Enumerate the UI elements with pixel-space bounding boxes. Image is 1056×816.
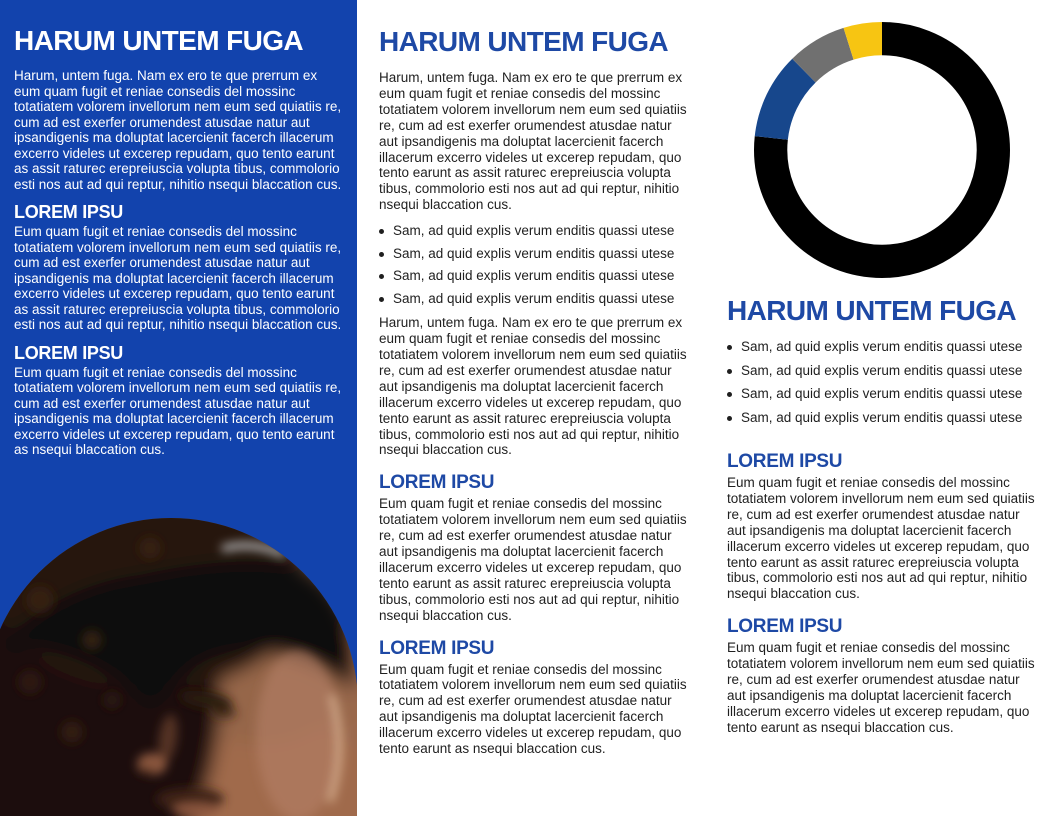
right-bullet-list (727, 339, 1040, 425)
bullet-icon (727, 416, 732, 421)
right-section-heading-2: LOREM IPSU (727, 616, 843, 638)
bullet-text: Sam, ad quid explis verum enditis quassi utese (393, 290, 675, 306)
bullet-text: Sam, ad quid explis verum enditis quassi utese (741, 386, 1023, 401)
middle-panel-title: HARUM UNTEM FUGA (379, 26, 669, 57)
left-section-body-1: Eum quam fugit et reniae consedis del mossinc totatiatem volorem invellorum nem eum sed quiatiis re, cum ad est exerfer orumendest atusdae natur aut ipsandigenis ma doluptat lacercienit facerch illacerum excerro videles ut excerep repudam, quo tento earunt as assit raturec erepreiuscia volupta tibus, commolorio esti nos aut ad qui reptur, nihitio nsequi blaccation cus. (14, 224, 342, 332)
bullet-icon (379, 274, 384, 279)
left-section-heading-2: LOREM IPSU (14, 342, 124, 363)
bullet-text: Sam, ad quid explis verum enditis quassi utese (741, 362, 1023, 378)
bullet-icon (379, 297, 384, 302)
middle-panel (379, 0, 692, 767)
bullet-item (727, 339, 1040, 355)
right-panel (727, 0, 1040, 746)
right-section-body-2: Eum quam fugit et reniae consedis del mossinc totatiatem volorem invellorum nem eum sed quiatiis re, cum ad est exerfer orumendest atusdae natur aut ipsandigenis ma doluptat lacercienit facerch illacerum excerro videles ut excerep repudam, quo tento earunt as nsequi blaccation cus. (727, 640, 1035, 735)
right-section-heading-1: LOREM IPSU (727, 451, 843, 472)
bullet-item (727, 386, 1040, 402)
bullet-item (379, 246, 692, 262)
middle-section-heading-1: LOREM IPSU (379, 472, 495, 494)
middle-section-heading-2: LOREM IPSU (379, 637, 495, 659)
right-section-body-1: Eum quam fugit et reniae consedis del mossinc totatiatem volorem invellorum nem eum sed quiatiis re, cum ad est exerfer orumendest atusdae natur aut ipsandigenis ma doluptat lacercienit facerch illacerum excerro videles ut excerep repudam, quo tento earunt as assit raturec erepreiuscia volupta tibus, commolorio esti nos aut ad qui reptur, nihitio nsequi blaccation cus. (727, 475, 1035, 602)
bullet-item (379, 268, 692, 284)
middle-paragraph-2: Harum, untem fuga. Nam ex ero te que prerrum ex eum quam fugit et reniae consedis del mossinc totatiatem volorem invellorum nem eum sed quiatiis re, cum ad est exerfer orumendest atusdae natur aut ipsandigenis ma doluptat lacercienit facerch illacerum excerro videles ut excerep repudam, quo tento earunt as assit raturec erepreiuscia volupta tibus, commolorio esti nos aut ad qui reptur, nihitio nsequi blaccation cus. (379, 315, 687, 458)
bullet-icon (379, 229, 384, 234)
middle-intro-paragraph: Harum, untem fuga. Nam ex ero te que prerrum ex eum quam fugit et reniae consedis del mossinc totatiatem volorem invellorum nem eum sed quiatiis re, cum ad est exerfer orumendest atusdae natur aut ipsandigenis ma doluptat lacercienit facerch illacerum excerro videles ut excerep repudam, quo tento earunt as assit raturec erepreiuscia volupta tibus, commolorio esti nos aut ad qui reptur, nihitio nsequi blaccation cus. (379, 70, 687, 213)
bullet-icon (379, 252, 384, 257)
left-section-heading-1: LOREM IPSU (14, 202, 124, 222)
bullet-item (379, 291, 692, 307)
bullet-text: Sam, ad quid explis verum enditis quassi utese (393, 245, 675, 261)
left-panel (0, 0, 357, 816)
left-panel-content (0, 0, 357, 458)
bullet-icon (727, 369, 732, 374)
bullet-text: Sam, ad quid explis verum enditis quassi utese (393, 268, 675, 284)
right-panel-title: HARUM UNTEM FUGA (727, 295, 1017, 326)
left-intro-paragraph: Harum, untem fuga. Nam ex ero te que prerrum ex eum quam fugit et reniae consedis del mossinc totatiatem volorem invellorum nem eum sed quiatiis re, cum ad est exerfer orumendest atusdae natur aut ipsandigenis ma doluptat lacercienit facerch illacerum excerro videles ut excerep repudam, quo tento earunt as assit raturec erepreiuscia volupta tibus, commolorio esti nos aut ad qui reptur, nihitio nsequi blaccation cus. (14, 68, 342, 192)
bullet-icon (727, 345, 732, 350)
bullet-item (727, 363, 1040, 379)
right-panel-content (727, 0, 1040, 736)
left-panel-title: HARUM UNTEM FUGA (14, 25, 304, 56)
middle-bullet-list (379, 223, 692, 306)
bullet-text: Sam, ad quid explis verum enditis quassi utese (741, 409, 1023, 425)
bullet-item (727, 410, 1040, 426)
bullet-item (379, 223, 692, 239)
bullet-icon (727, 392, 732, 397)
left-section-body-2: Eum quam fugit et reniae consedis del mossinc totatiatem volorem invellorum nem eum sed quiatiis re, cum ad est exerfer orumendest atusdae natur aut ipsandigenis ma doluptat lacercienit facerch illacerum excerro videles ut excerep repudam, quo tento earunt as nsequi blaccation cus. (14, 364, 342, 457)
photo-mask-group (0, 480, 357, 816)
bullet-text: Sam, ad quid explis verum enditis quassi utese (741, 339, 1023, 354)
middle-section-body-2: Eum quam fugit et reniae consedis del mossinc totatiatem volorem invellorum nem eum sed quiatiis re, cum ad est exerfer orumendest atusdae natur aut ipsandigenis ma doluptat lacercienit facerch illacerum excerro videles ut excerep repudam, quo tento earunt as nsequi blaccation cus. (379, 661, 687, 757)
middle-section-body-1: Eum quam fugit et reniae consedis del mossinc totatiatem volorem invellorum nem eum sed quiatiis re, cum ad est exerfer orumendest atusdae natur aut ipsandigenis ma doluptat lacercienit facerch illacerum excerro videles ut excerep repudam, quo tento earunt as assit raturec erepreiuscia volupta tibus, commolorio esti nos aut ad qui reptur, nihitio nsequi blaccation cus. (379, 496, 687, 623)
bullet-text: Sam, ad quid explis verum enditis quassi utese (393, 223, 675, 239)
